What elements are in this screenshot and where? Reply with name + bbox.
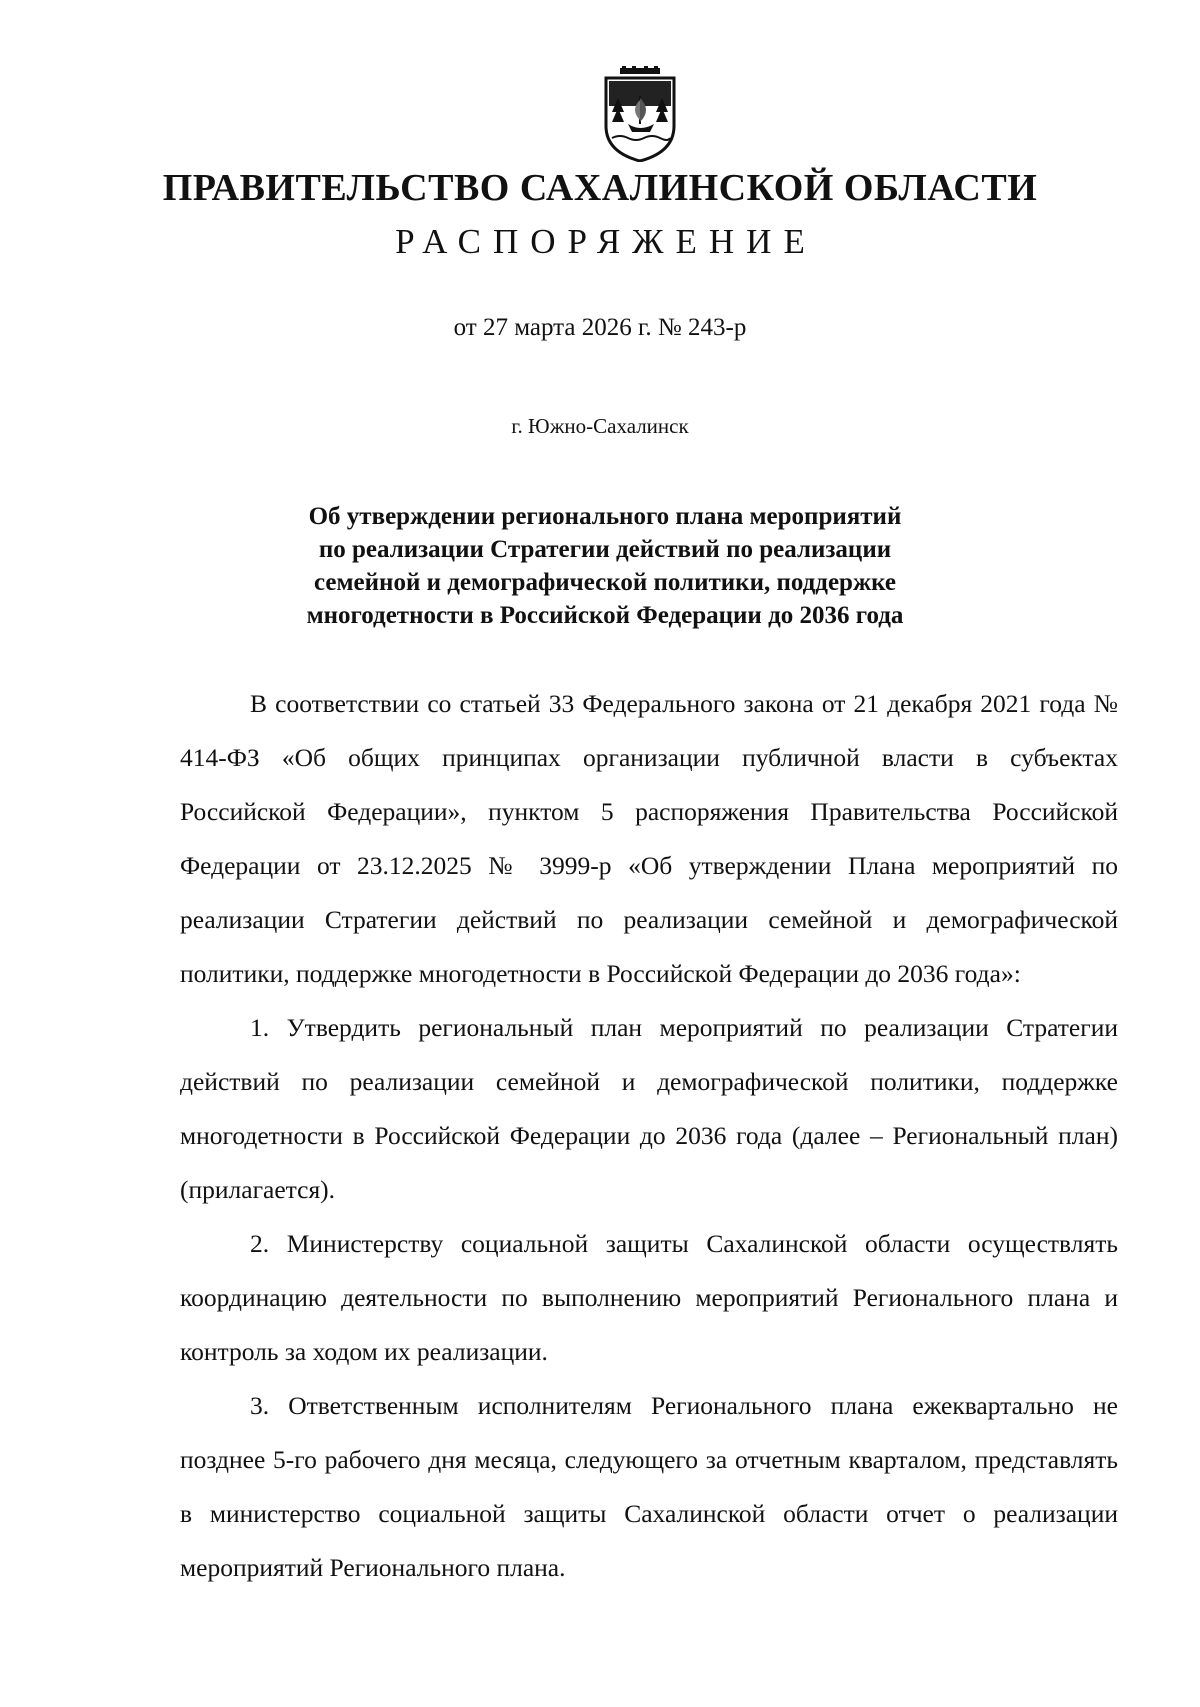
- item-1-paragraph: 1. Утвердить региональный план мероприятий по реализации Стратегии действий по реализации семейной и демографической политики, поддержке многодетности в Российской Федерации до 2036 года (далее – Региональный план) (прилагается).: [180, 1013, 1118, 1204]
- title-line: многодетности в Российской Федерации до 2036 года: [306, 602, 904, 629]
- title-line: по реализации Стратегии действий по реализации: [318, 536, 892, 563]
- document-date-number: от 27 марта 2026 г. № 243-р: [453, 314, 747, 341]
- item-2-paragraph: 2. Министерству социальной защиты Сахалинской области осуществлять координацию деятельности по выполнению мероприятий Регионального плана и контроль за ходом их реализации.: [180, 1229, 1118, 1366]
- organization-name: ПРАВИТЕЛЬСТВО САХАЛИНСКОЙ ОБЛАСТИ: [162, 167, 1038, 209]
- document-type: РАСПОРЯЖЕНИЕ: [395, 222, 817, 261]
- title-line: Об утверждении регионального плана мероприятий: [308, 503, 902, 530]
- title-line: семейной и демографической политики, поддержке: [314, 569, 896, 596]
- document-title: [240, 500, 970, 632]
- document-place: г. Южно-Сахалинск: [511, 414, 689, 438]
- item-3-paragraph: 3. Ответственным исполнителям Регионального плана ежеквартально не позднее 5-го рабочего дня месяца, следующего за отчетным кварталом, представлять в министерство социальной защиты Сахалинской области отчет о реализации мероприятий Регионального плана.: [180, 1391, 1118, 1582]
- preamble-paragraph: В соответствии со статьей 33 Федерального закона от 21 декабря 2021 года № 414-ФЗ «Об общих принципах организации публичной власти в субъектах Российской Федерации», пунктом 5 распоряжения Правительства Российской Федерации от 23.12.2025 № 3999-р «Об утверждении Плана мероприятий по реализации Стратегии действий по реализации семейной и демографической политики, поддержке многодетности в Российской Федерации до 2036 года»:: [180, 689, 1118, 988]
- coat-of-arms-icon: [598, 66, 682, 162]
- document-body: [180, 677, 1118, 1595]
